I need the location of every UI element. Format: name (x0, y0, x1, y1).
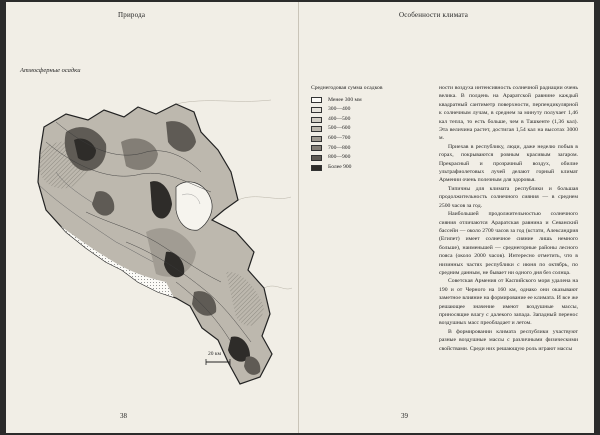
legend-swatch (311, 97, 322, 103)
legend-swatch (311, 126, 322, 132)
paragraph: Наибольшей продолжительностью солнечного сияния отличаются Араратская равнина и Севанский бассейн — около 2700 часов за год (кстати, Александрия (Египет) имеет солнечное сияние лишь немного больше), наименьшей — среднегорные районы лесного пояса (около 2000 часов). Интересно отметить, что в низинных частях республики с июня по октябрь, по средним данным, не бывает ни одного дня без солнца. (439, 211, 578, 276)
legend-item (311, 115, 423, 125)
legend-item (311, 105, 423, 115)
book-spread (6, 2, 594, 433)
legend-label: 800—900 (328, 154, 351, 161)
legend-label: Менее 300 мм (328, 96, 362, 103)
legend-item (311, 163, 423, 173)
legend-swatch (311, 165, 322, 171)
running-head-right: Особенности климата (399, 11, 469, 19)
left-page (6, 2, 299, 433)
paragraph: Приехав в республику, люди, даже неделю побыв в горах, покрываются ровным красивым загаром. Прекрасный и прозрачный воздух, обилие ультрафиолетовых лучей делают горный климат Армении очень полезным для здоровья. (439, 143, 578, 184)
scale-label: 20 км (208, 351, 222, 357)
legend-swatch (311, 145, 322, 151)
paragraph: В формировании климата республики участвуют разные воздушные массы с различными физическими свойствами. Среди них решающую роль играют массы (439, 328, 578, 352)
legend-swatch (311, 136, 322, 142)
legend-label: 700—800 (328, 144, 351, 151)
running-head-left: Природа (118, 11, 146, 19)
legend-swatch (311, 107, 322, 113)
legend-title: Среднегодовая сумма осадков (311, 85, 383, 91)
legend-item (311, 144, 423, 154)
legend-label: Более 900 (328, 163, 352, 170)
legend-label: 400—500 (328, 115, 351, 122)
right-page (299, 2, 594, 433)
legend-label: 600—700 (328, 134, 351, 141)
map-graphic (26, 92, 294, 392)
precipitation-map (26, 92, 294, 392)
paragraph: Типичны для климата республики и большая продолжительность солнечного сияния — в среднем 2500 часов за год. (439, 185, 578, 209)
legend-label: 500—600 (328, 125, 351, 132)
legend-swatch (311, 155, 322, 161)
legend-item (311, 134, 423, 144)
map-caption: Атмосферные осадки (20, 67, 81, 74)
precipitation-legend (311, 84, 423, 172)
page-number-right: 39 (401, 412, 408, 420)
legend-swatch (311, 117, 322, 123)
legend-label: 300—400 (328, 106, 351, 113)
legend-item (311, 96, 423, 106)
legend-item (311, 153, 423, 163)
paragraph: ности воздуха интенсивность солнечной радиации очень велика. В полдень на Араратской равнине каждый квадратный сантиметр поверхности, перпендикулярной к солнечным лучам, в среднем за минуту получает 1,46 кал тепла, то есть больше, чем в Ташкенте (1,36 кал). Эта величина растет, достигая 1,54 кал на высотах 3000 м. (439, 85, 578, 142)
paragraph: Советская Армения от Каспийского моря удалена на 190 и от Черного на 160 км, однако они оказывают заметное влияние на формирование ее климата. И все же решающее значение имеют воздушные массы, приносящие влагу с далекого запада. Западный перенос воздушных масс преобладает и летом. (439, 278, 578, 327)
body-text (439, 84, 578, 353)
legend-item (311, 124, 423, 134)
page-number-left: 38 (120, 412, 127, 420)
